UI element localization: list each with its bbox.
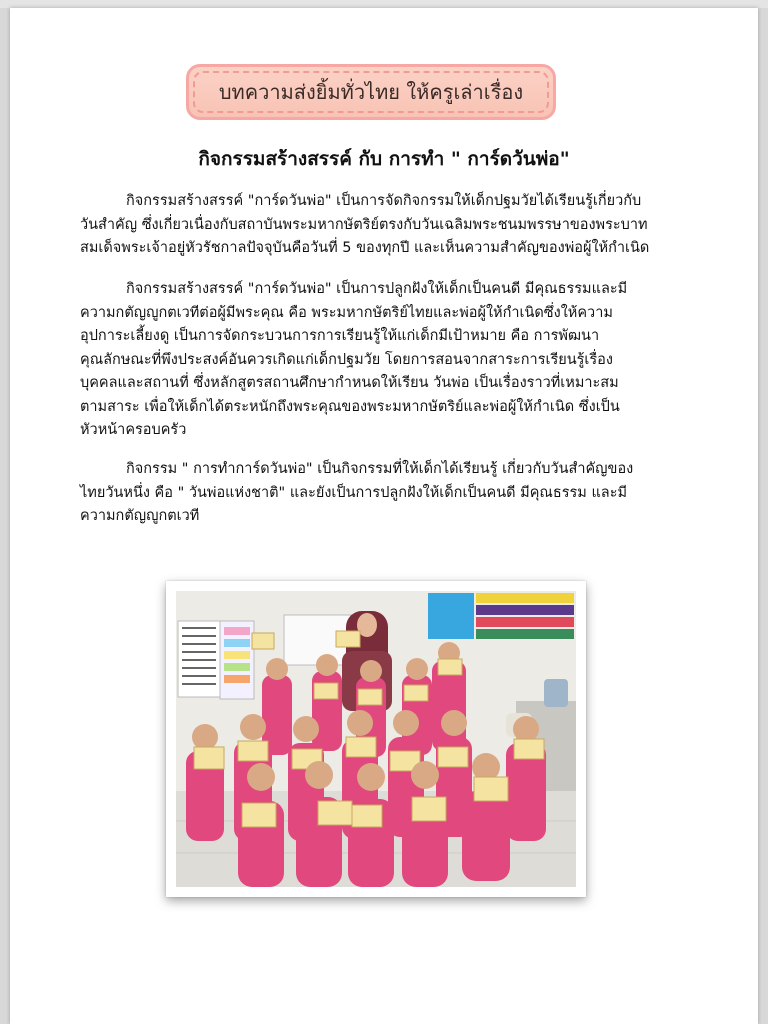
status-bar xyxy=(0,0,768,8)
paragraph-1 xyxy=(80,190,690,261)
class-photo xyxy=(176,591,576,887)
paragraph-line: ไทยวันหนึ่ง คือ " วันพ่อแห่งชาติ" และยังเป็นการปลูกฝังให้เด็กเป็นคนดี มีคุณธรรม และมี xyxy=(80,484,628,501)
paragraph-line: สมเด็จพระเจ้าอยู่หัวรัชกาลปัจจุบันคือวันที่ 5 ของทุกปี และเห็นความสำคัญของพ่อผู้ให้กำเนิด xyxy=(80,240,650,256)
article-banner xyxy=(186,64,556,120)
paragraph-line: อุปการะเลี้ยงดู เป็นการจัดกระบวนการการเรียนรู้ให้แก่เด็กมีเป้าหมาย คือ การพัฒนา xyxy=(80,328,600,344)
paragraph-line: ความกตัญญูกตเวที xyxy=(80,508,200,524)
banner-title: บทความส่งยิ้มทั่วไทย ให้ครูเล่าเรื่อง xyxy=(218,80,524,104)
page-title: กิจกรรมสร้างสรรค์ กับ การทำ " การ์ดวันพ่อ" xyxy=(198,148,570,170)
paragraph-line: ความกตัญญูกตเวทีต่อผู้มีพระคุณ คือ พระมหากษัตริย์ไทยและพ่อผู้ให้กำเนิดซึ่งให้ความ xyxy=(80,304,613,321)
paragraph-2 xyxy=(80,278,690,443)
paragraph-line: คุณลักษณะที่พึงประสงค์อันควรเกิดแก่เด็กปฐมวัย โดยการสอนจากสาระการเรียนรู้เรื่อง xyxy=(80,351,613,368)
photo-frame xyxy=(166,581,586,897)
paragraph-line: วันสำคัญ ซึ่งเกี่ยวเนื่องกับสถาบันพระมหากษัตริย์ตรงกับวันเฉลิมพระชนมพรรษาของพระบาท xyxy=(80,216,648,233)
paragraph-3 xyxy=(80,458,690,529)
paragraph-line: ตามสาระ เพื่อให้เด็กได้ตระหนักถึงพระคุณของพระมหากษัตริย์และพ่อผู้ให้กำเนิด ซึ่งเป็น xyxy=(80,398,620,415)
paragraph-line: กิจกรรมสร้างสรรค์ "การ์ดวันพ่อ" เป็นการจัดกิจกรรมให้เด็กปฐมวัยได้เรียนรู้เกี่ยวกับ xyxy=(126,193,642,209)
paragraph-line: บุคคลและสถานที่ ซึ่งหลักสูตรสถานศึกษากำหนดให้เรียน วันพ่อ เป็นเรื่องราวที่เหมาะสม xyxy=(80,375,619,391)
paragraph-line: หัวหน้าครอบครัว xyxy=(80,422,187,438)
class-photo-image xyxy=(176,591,576,887)
paragraph-line: กิจกรรมสร้างสรรค์ "การ์ดวันพ่อ" เป็นการปลูกฝังให้เด็กเป็นคนดี มีคุณธรรมและมี xyxy=(126,281,628,297)
document-page xyxy=(10,8,758,1024)
paragraph-line: กิจกรรม " การทำการ์ดวันพ่อ" เป็นกิจกรรมที่ให้เด็กได้เรียนรู้ เกี่ยวกับวันสำคัญของ xyxy=(126,461,634,477)
